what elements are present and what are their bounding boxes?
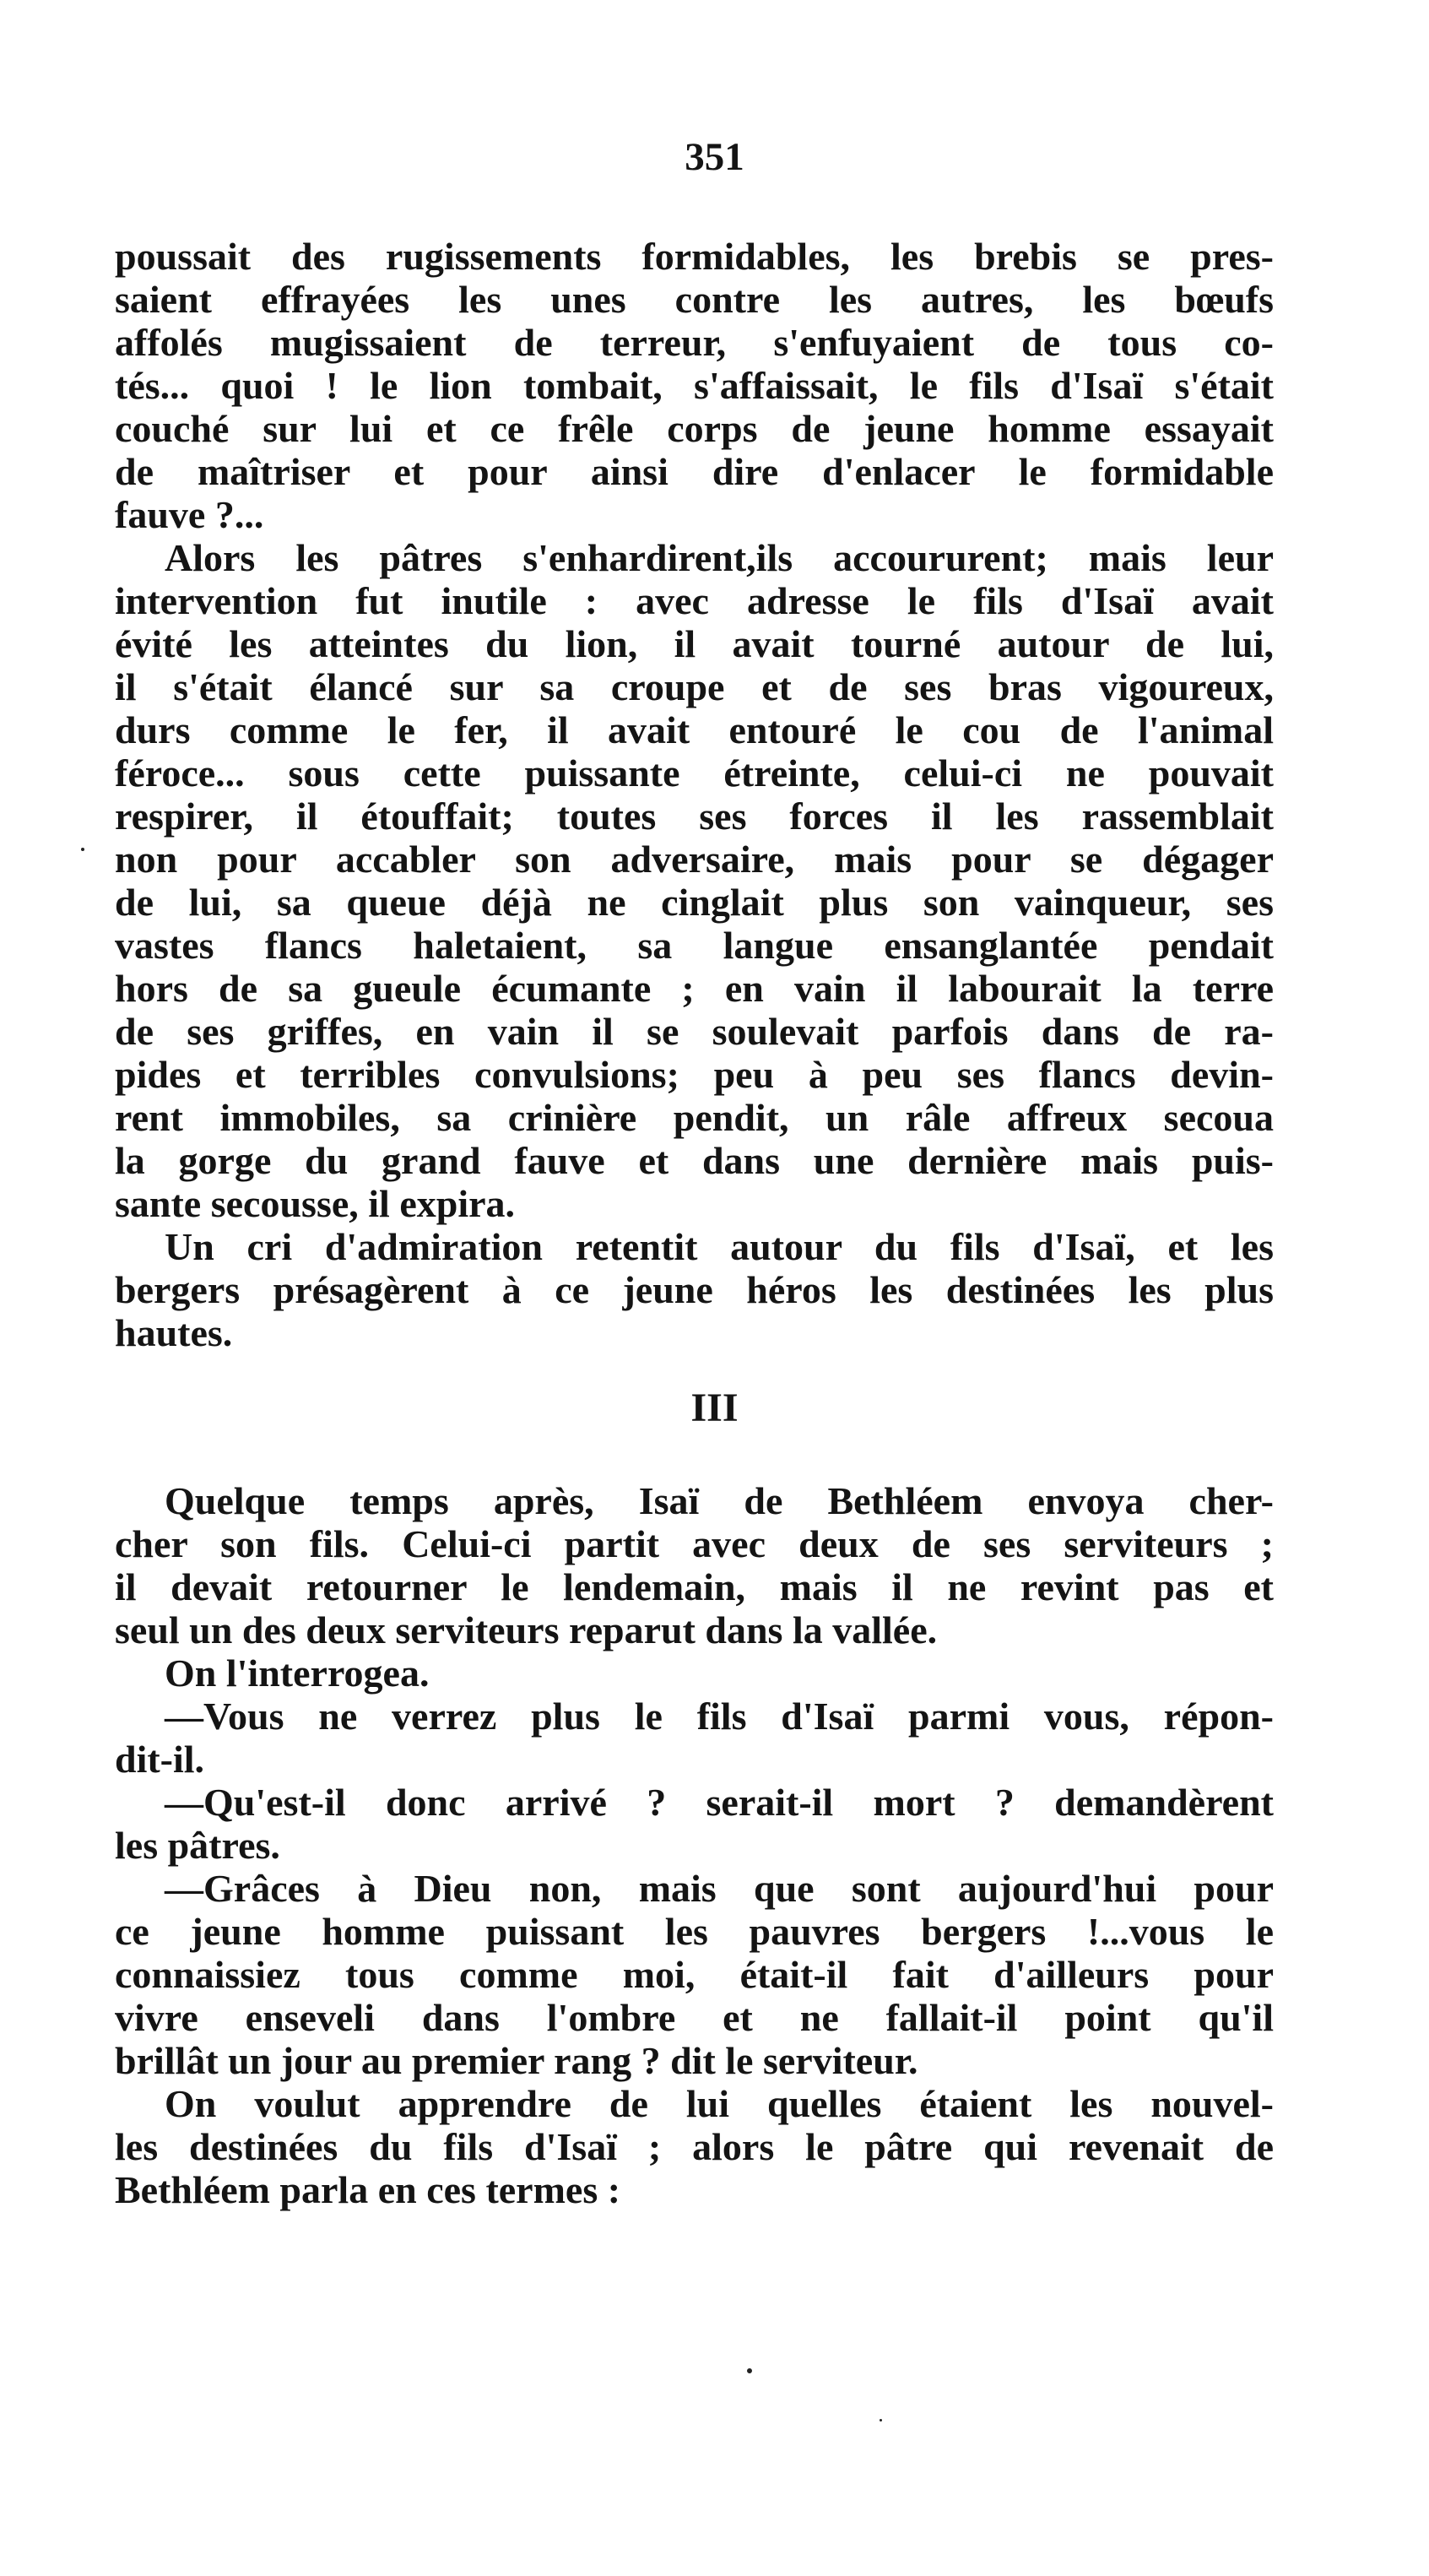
text-line: sante secousse, il expira.: [115, 1182, 516, 1225]
text-line: intervention fut inutile : avec adresse le fils d'Isaï avait: [115, 579, 1274, 622]
text-line: de lui, sa queue déjà ne cinglait plus son vainqueur, ses: [115, 881, 1274, 924]
text-line: bergers présagèrent à ce jeune héros les destinées les plus: [115, 1268, 1274, 1311]
text-line: rent immobiles, sa crinière pendit, un râle affreux secoua: [115, 1096, 1274, 1139]
text-line: fauve ?...: [115, 493, 264, 536]
print-speck: [880, 2419, 882, 2421]
text-line: vivre enseveli dans l'ombre et ne fallait-il point qu'il: [115, 1996, 1274, 2039]
text-line: il devait retourner le lendemain, mais il ne revint pas et: [115, 1565, 1274, 1608]
text-line: Quelque temps après, Isaï de Bethléem envoya cher-: [165, 1479, 1274, 1522]
text-line: Alors les pâtres s'enhardirent,ils accoururent; mais leur: [165, 536, 1274, 579]
text-line: On l'interrogea.: [165, 1651, 430, 1695]
text-line: dit-il.: [115, 1738, 205, 1781]
text-line: respirer, il étouffait; toutes ses forces il les rassemblait: [115, 794, 1274, 838]
text-line: pides et terribles convulsions; peu à peu ses flancs devin-: [115, 1053, 1274, 1096]
text-line: hors de sa gueule écumante ; en vain il labourait la terre: [115, 967, 1274, 1010]
text-line: couché sur lui et ce frêle corps de jeune homme essayait: [115, 407, 1274, 450]
text-line: poussait des rugissements formidables, les brebis se pres-: [115, 235, 1274, 278]
text-block-lion-fight: [115, 235, 1274, 1354]
text-line: —Qu'est-il donc arrivé ? serait-il mort ? demandèrent: [165, 1781, 1274, 1824]
text-line: évité les atteintes du lion, il avait tourné autour de lui,: [115, 622, 1274, 665]
text-line: non pour accabler son adversaire, mais pour se dégager: [115, 838, 1274, 881]
text-line: Bethléem parla en ces termes :: [115, 2168, 621, 2211]
text-line: On voulut apprendre de lui quelles étaient les nouvel-: [165, 2082, 1274, 2125]
text-line: ce jeune homme puissant les pauvres bergers !...vous le: [115, 1910, 1274, 1953]
text-line: hautes.: [115, 1311, 233, 1354]
text-line: féroce... sous cette puissante étreinte, celui-ci ne pouvait: [115, 751, 1274, 794]
section-heading: III: [690, 1386, 739, 1430]
text-line: de ses griffes, en vain il se soulevait parfois dans de ra-: [115, 1010, 1274, 1053]
text-line: durs comme le fer, il avait entouré le cou de l'animal: [115, 708, 1274, 751]
text-block-servant-news: [115, 1479, 1274, 2211]
text-line: les destinées du fils d'Isaï ; alors le pâtre qui revenait de: [115, 2125, 1274, 2168]
text-line: affolés mugissaient de terreur, s'enfuyaient de tous co-: [115, 321, 1274, 364]
print-speck: [81, 848, 84, 851]
text-line: saient effrayées les unes contre les autres, les bœufs: [115, 278, 1274, 321]
print-speck: [747, 2368, 752, 2373]
text-line: cher son fils. Celui-ci partit avec deux de ses serviteurs ;: [115, 1522, 1274, 1565]
text-line: la gorge du grand fauve et dans une dernière mais puis-: [115, 1139, 1274, 1182]
text-line: —Grâces à Dieu non, mais que sont aujourd'hui pour: [165, 1867, 1274, 1910]
text-line: Un cri d'admiration retentit autour du fils d'Isaï, et les: [165, 1225, 1274, 1268]
text-line: il s'était élancé sur sa croupe et de ses bras vigoureux,: [115, 665, 1274, 708]
text-line: vastes flancs haletaient, sa langue ensanglantée pendait: [115, 924, 1274, 967]
text-line: brillât un jour au premier rang ? dit le serviteur.: [115, 2039, 918, 2082]
text-line: tés... quoi ! le lion tombait, s'affaissait, le fils d'Isaï s'était: [115, 364, 1274, 407]
text-line: les pâtres.: [115, 1824, 280, 1867]
text-line: de maîtriser et pour ainsi dire d'enlacer le formidable: [115, 450, 1274, 493]
text-line: —Vous ne verrez plus le fils d'Isaï parmi vous, répon-: [165, 1695, 1274, 1738]
text-line: connaissiez tous comme moi, était-il fait d'ailleurs pour: [115, 1953, 1274, 1996]
text-line: seul un des deux serviteurs reparut dans la vallée.: [115, 1608, 938, 1651]
page-number: 351: [685, 135, 744, 179]
